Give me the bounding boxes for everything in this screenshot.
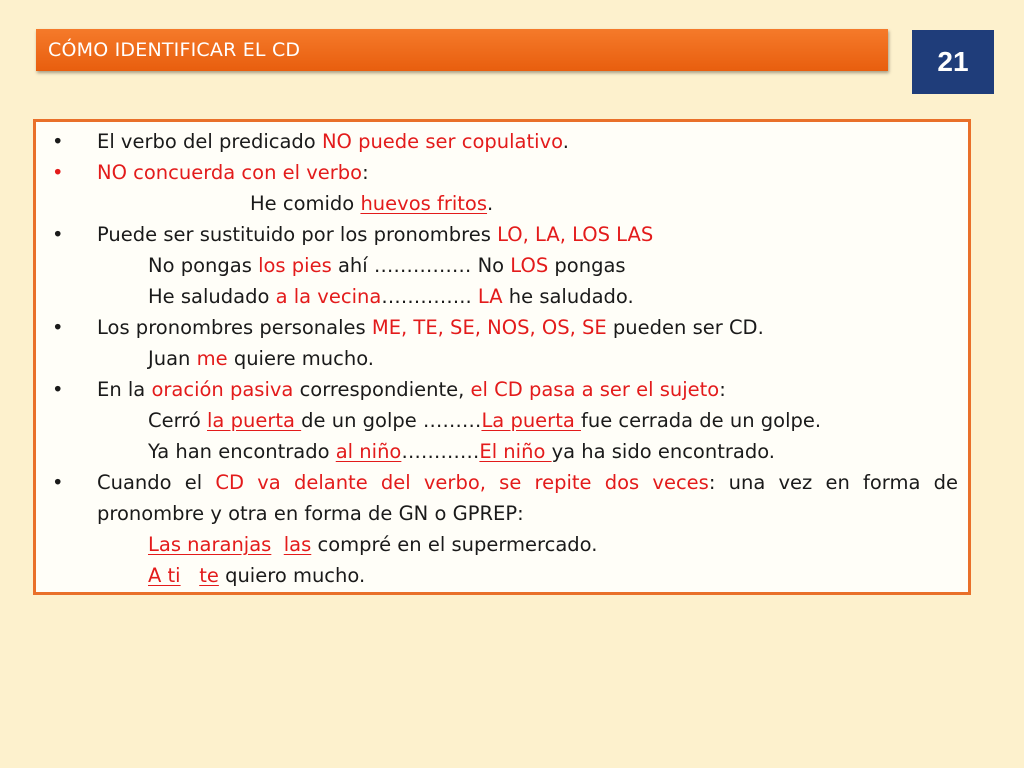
- text-segment: quiere mucho.: [227, 347, 374, 370]
- bullet-text-continued: pronombre y otra en forma de GN o GPREP:: [97, 502, 524, 525]
- bullet-marker: •: [52, 223, 64, 246]
- text-segment: de un golpe ………: [301, 409, 482, 432]
- text-segment: .: [487, 192, 494, 215]
- example-line: [36, 281, 968, 312]
- text-segment: pongas: [548, 254, 626, 277]
- highlight-text: CD va delante del verbo, se repite dos veces: [215, 471, 709, 494]
- underlined-subject: El niño: [479, 440, 552, 463]
- highlight-text: NO concuerda con el verbo: [97, 161, 363, 184]
- content-box: [33, 119, 971, 595]
- highlight-text: me: [196, 347, 228, 370]
- page-number-badge: 21: [912, 30, 994, 94]
- underlined-pronoun: las: [283, 533, 312, 556]
- text-segment: :: [362, 161, 369, 184]
- text-segment: pueden ser CD.: [606, 316, 764, 339]
- text-segment: : una vez en forma de: [708, 471, 958, 494]
- highlight-text: LO, LA, LOS LAS: [497, 223, 654, 246]
- example-line: [36, 436, 968, 467]
- highlight-text: LA: [477, 285, 503, 308]
- text-segment: Juan: [148, 347, 197, 370]
- bullet-marker: •: [52, 316, 64, 339]
- bullet-continuation: [36, 498, 968, 529]
- text-segment: …………: [401, 440, 480, 463]
- example-text: [250, 188, 493, 219]
- bullet-text: [97, 157, 369, 188]
- highlight-text: el CD pasa a ser el sujeto: [470, 378, 720, 401]
- example-text: [148, 281, 634, 312]
- underlined-gprep: A ti: [148, 564, 181, 587]
- text-segment: :: [719, 378, 726, 401]
- text-segment: fue cerrada de un golpe.: [581, 409, 822, 432]
- bullet-text: [97, 312, 764, 343]
- text-segment: Los pronombres personales: [97, 316, 372, 339]
- slide-title: CÓMO IDENTIFICAR EL CD: [48, 39, 301, 61]
- bullet-item-personales: [36, 312, 968, 343]
- bullet-item-pasiva: [36, 374, 968, 405]
- bullet-text: [97, 374, 726, 405]
- highlight-text: los pies: [258, 254, 332, 277]
- text-segment: quiero mucho.: [218, 564, 366, 587]
- underlined-subject: La puerta: [481, 409, 581, 432]
- text-segment: He comido: [250, 192, 361, 215]
- text-segment: He saludado: [148, 285, 276, 308]
- bullet-list: [36, 126, 968, 591]
- text-segment: El verbo del predicado: [97, 130, 322, 153]
- highlight-text: a la vecina: [275, 285, 382, 308]
- bullet-item-pronombres: [36, 219, 968, 250]
- bullet-item-copulativo: [36, 126, 968, 157]
- example-line: [36, 250, 968, 281]
- bullet-marker: •: [52, 130, 64, 153]
- highlight-text: ME, TE, SE, NOS, OS, SE: [371, 316, 607, 339]
- example-text: [148, 560, 365, 591]
- bullet-item-delante: [36, 467, 968, 498]
- example-text: [148, 250, 626, 281]
- highlight-text: NO puede ser copulativo: [321, 130, 563, 153]
- text-segment: .: [562, 130, 569, 153]
- text-segment: Cuando el: [97, 471, 216, 494]
- example-line: [36, 343, 968, 374]
- text-segment: En la: [97, 378, 152, 401]
- bullet-marker: •: [52, 471, 64, 494]
- example-text: [148, 529, 597, 560]
- text-segment: he saludado.: [502, 285, 634, 308]
- bullet-text: [97, 467, 958, 498]
- example-text: [148, 343, 374, 374]
- underlined-pronoun: te: [199, 564, 219, 587]
- underlined-cd: huevos fritos: [360, 192, 488, 215]
- bullet-text: [97, 126, 569, 157]
- underlined-gn: Las naranjas: [148, 533, 272, 556]
- text-segment: ya ha sido encontrado.: [551, 440, 775, 463]
- bullet-marker: •: [52, 161, 64, 184]
- bullet-item-concuerda: [36, 157, 968, 188]
- text-segment: Ya han encontrado: [148, 440, 336, 463]
- underlined-cd: la puerta: [207, 409, 302, 432]
- highlight-text: LOS: [510, 254, 549, 277]
- text-segment: No pongas: [148, 254, 259, 277]
- example-line: [36, 188, 968, 219]
- example-text: [148, 436, 775, 467]
- title-bar: [36, 29, 888, 71]
- example-line: [36, 560, 968, 591]
- text-segment: compré en el supermercado.: [311, 533, 598, 556]
- underlined-cd: al niño: [335, 440, 402, 463]
- bullet-marker: •: [52, 378, 64, 401]
- example-line: [36, 529, 968, 560]
- text-segment: Puede ser sustituido por los pronombres: [97, 223, 498, 246]
- bullet-text: [97, 219, 653, 250]
- highlight-text: oración pasiva: [151, 378, 294, 401]
- example-line: [36, 405, 968, 436]
- text-segment: ahí …………… No: [331, 254, 511, 277]
- example-text: [148, 405, 821, 436]
- text-segment: correspondiente,: [293, 378, 471, 401]
- text-segment: Cerró: [148, 409, 208, 432]
- text-segment: …………..: [381, 285, 478, 308]
